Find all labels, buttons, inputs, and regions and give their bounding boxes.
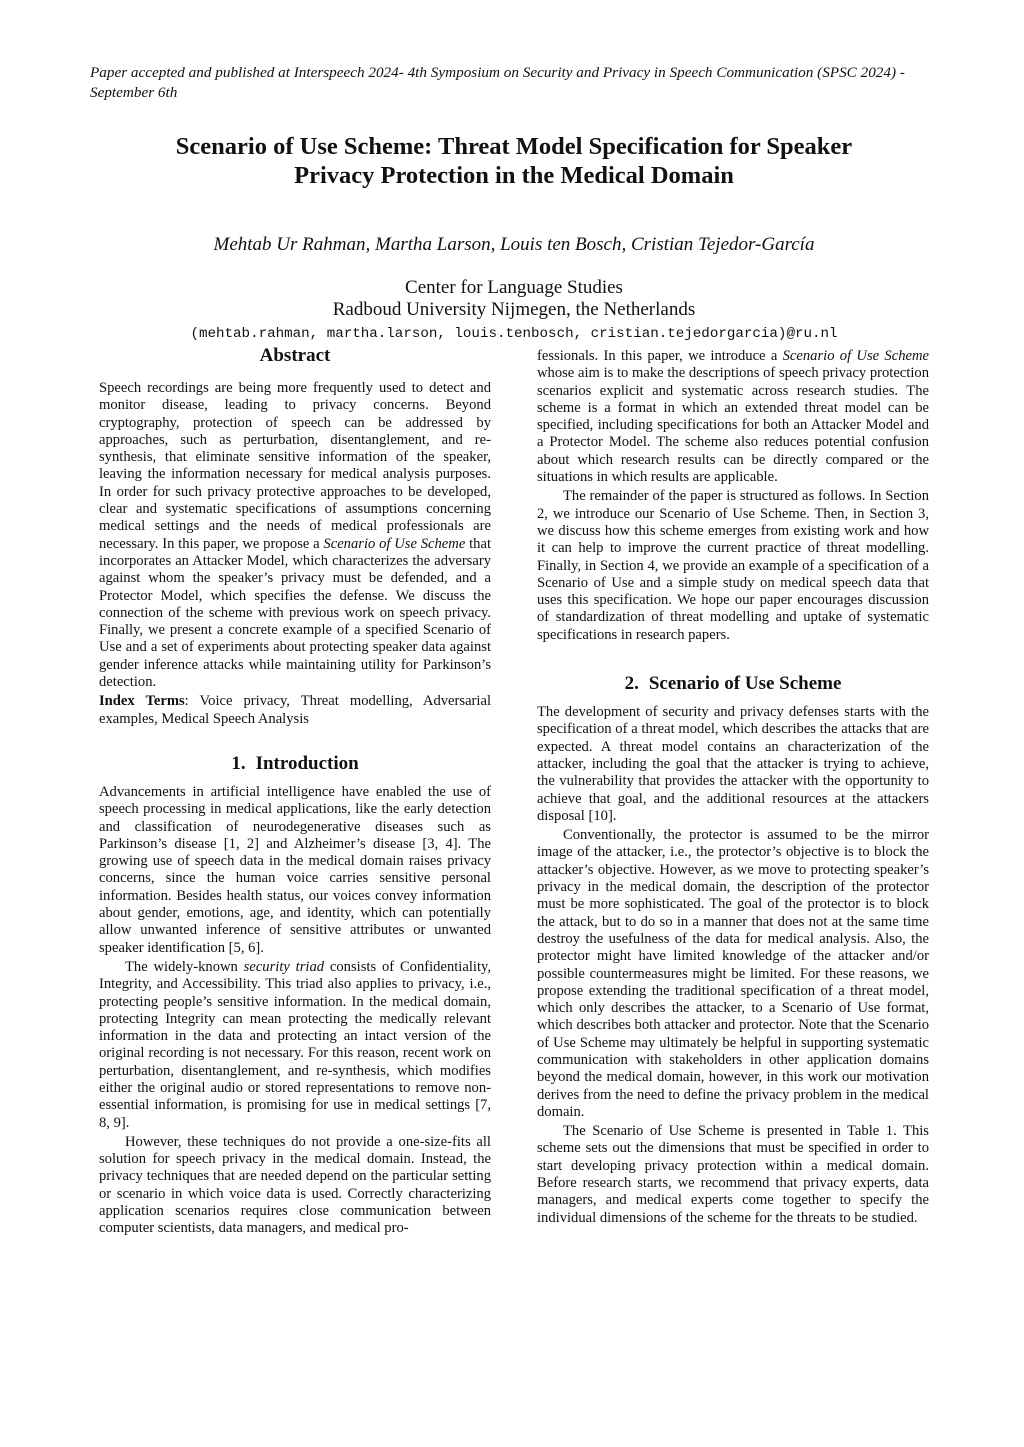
abstract-text-part-1: Speech recordings are being more frequently used to detect and monitor disease, leading to privacy concerns. Beyond cryptography, protection of speech can be addressed by approaches, such as perturbation, disentanglement, and re-synthesis, that eliminate sensitive information of the speaker, leaving the information necessary for medical analysis purposes. In order for such privacy protective approaches to be developed, clear and systematic specifications of assumptions concerning medical settings and the needs of medical professionals are necessary. In this paper, we propose a [99,380,491,552]
scenario-heading [537,672,929,696]
affiliation [100,277,928,321]
right-column [537,348,929,1227]
abstract-text [99,380,491,691]
introduction-title: Introduction [255,752,359,774]
abstract-heading: Abstract [259,345,331,366]
intro-scheme-term: Scenario of Use Scheme [782,348,929,364]
author-list: Mehtab Ur Rahman, Martha Larson, Louis ten Bosch, Cristian Tejedor-García [213,234,815,255]
affiliation-line-1: Center for Language Studies [405,277,623,298]
scenario-number: 2. [624,673,639,695]
index-terms-label: Index Terms [99,693,185,710]
left-column [99,344,491,1238]
security-triad-term: security triad [243,958,325,975]
intro-paragraph-2 [99,959,491,1132]
introduction-number: 1. [231,752,246,774]
intro-paragraph-2-part-1: The widely-known [125,958,244,975]
index-terms [99,693,491,728]
introduction-heading [99,752,491,776]
scenario-paragraph-3: The Scenario of Use Scheme is presented in Table 1. This scheme sets out the dimensions that must be specified in order to start developing privacy protection within a medical domain. Before research starts, we recommend that privacy experts, data managers, and medical experts come together to specify the individual dimensions of the scheme for the threats to be studied. [537,1123,929,1226]
affiliation-line-2: Radboud University Nijmegen, the Netherlands [332,299,696,320]
intro-paragraph-3-continued [537,348,929,486]
intro-paragraph-3: However, these techniques do not provide a one-size-fits all solution for speech privacy in the medical domain. Instead, the privacy techniques that are needed depend on the particular setting or scenario in which voice data is used. Correctly characterizing application scenarios requires close communication between computer scientists, data managers, and medical pro- [99,1133,491,1237]
intro-paragraph-2-part-2: consists of Confidentiality, Integrity, and Accessibility. This triad also applies to privacy, i.e., protecting people’s sensitive information. In the medical domain, protecting Integrity can mean protecting the medically relevant information in the data and protecting an intact version of the original recording is not necessary. For this reason, recent work on perturbation, disentanglement, and re-synthesis, which modifies either the original audio or stored representations to remove non-essential information, is promising for use in medical settings [7, 8, 9]. [99,958,491,1131]
scenario-paragraph-2: Conventionally, the protector is assumed to be the mirror image of the attacker, i.e., the protector’s objective is to block the attacker’s objective. However, as we move to protecting speaker’s privacy in the medical domain, the description of the protector must be more sophisticated. The goal of the protector is to block the attack, but to do so in a manner that does not at the same time destroy the usefulness of the data for medical analysis. Also, the protector might have limited knowledge of the attacker and/or possible countermeasures might be limited. For these reasons, we propose extending the traditional specification of a threat model, which only describes the attacker, to a Scenario of Use format, which describes both attacker and protector. Note that the Scenario of Use Scheme may ultimately be helpful in supporting systematic communication with stakeholders in other application domains beyond the medical domain, however, in this work our motivation derives from the need to define the privacy problem in the medical domain. [537,827,929,1120]
paper-title-line-1: Scenario of Use Scheme: Threat Model Specification for Speaker [175,133,853,160]
intro-continued-part-1: fessionals. In this paper, we introduce a [537,348,783,364]
paper-title-line-2: Privacy Protection in the Medical Domain [294,162,734,189]
scenario-paragraph-1: The development of security and privacy defenses starts with the specification of a threat model, which describes the attacks that are expected. A threat model contains an characterization of the attacker, including the goal that the attacker is trying to achieve, the vulnerability that provides the attacker with the opportunity to achieve that goal, and the additional resources at the attackers disposal [10]. [537,704,929,824]
abstract-scheme-term: Scenario of Use Scheme [323,535,466,552]
paper-title [100,132,928,190]
intro-paragraph-4: The remainder of the paper is structured as follows. In Section 2, we introduce our Scenario of Use Scheme. Then, in Section 3, we discuss how this scheme emerges from existing work and how it can help to improve the current practice of threat modelling. Finally, in Section 4, we provide an example of a specification of a Scenario of Use and a simple study on medical speech data that uses this specification. We hope our paper encourages discussion of standardization of threat modelling and uptake of systematic specifications in research papers. [537,488,929,643]
intro-continued-part-2: whose aim is to make the descriptions of speech privacy protection scenarios explicit and systematic across research studies. The scheme is a format in which an extended threat model can be specified, including specifications for both an Attacker Model and a Protector Model. The scheme also reduces potential confusion about which research results can be directly compared or the situations in which results are applicable. [537,365,929,486]
publication-notice: Paper accepted and published at Interspeech 2024- 4th Symposium on Security and Privacy in Speech Communication (SPSC 2024) - September 6th [90,64,905,101]
author-emails: (mehtab.rahman, martha.larson, louis.tenbosch, cristian.tejedorgarcia)@ru.nl [190,326,838,342]
scenario-title: Scenario of Use Scheme [648,673,842,695]
abstract-text-part-2: that incorporates an Attacker Model, which characterizes the adversary against whom the speaker’s privacy must be defended, and a Protector Model, which specifies the defense. We discuss the connection of the scheme with previous work on speech privacy. Finally, we present a concrete example of a specified Scenario of Use and a set of experiments about protecting speaker data against gender inference attacks while maintaining utility for Parkinson’s detection. [99,535,491,691]
index-terms-list: : Voice privacy, Threat modelling, Adversarial examples, Medical Speech Analysis [99,693,491,727]
intro-paragraph-1: Advancements in artificial intelligence have enabled the use of speech processing in medical applications, like the early detection and classification of neurodegenerative diseases such as Parkinson’s disease [1, 2] and Alzheimer’s disease [3, 4]. The growing use of speech data in the medical domain raises privacy concerns, since the human voice carries sensitive personal information. Besides health status, our voices convey information about gender, emotions, age, and identity, which can potentially allow unwanted inference of sensitive attributes or unwanted speaker identification [5, 6]. [99,783,491,956]
